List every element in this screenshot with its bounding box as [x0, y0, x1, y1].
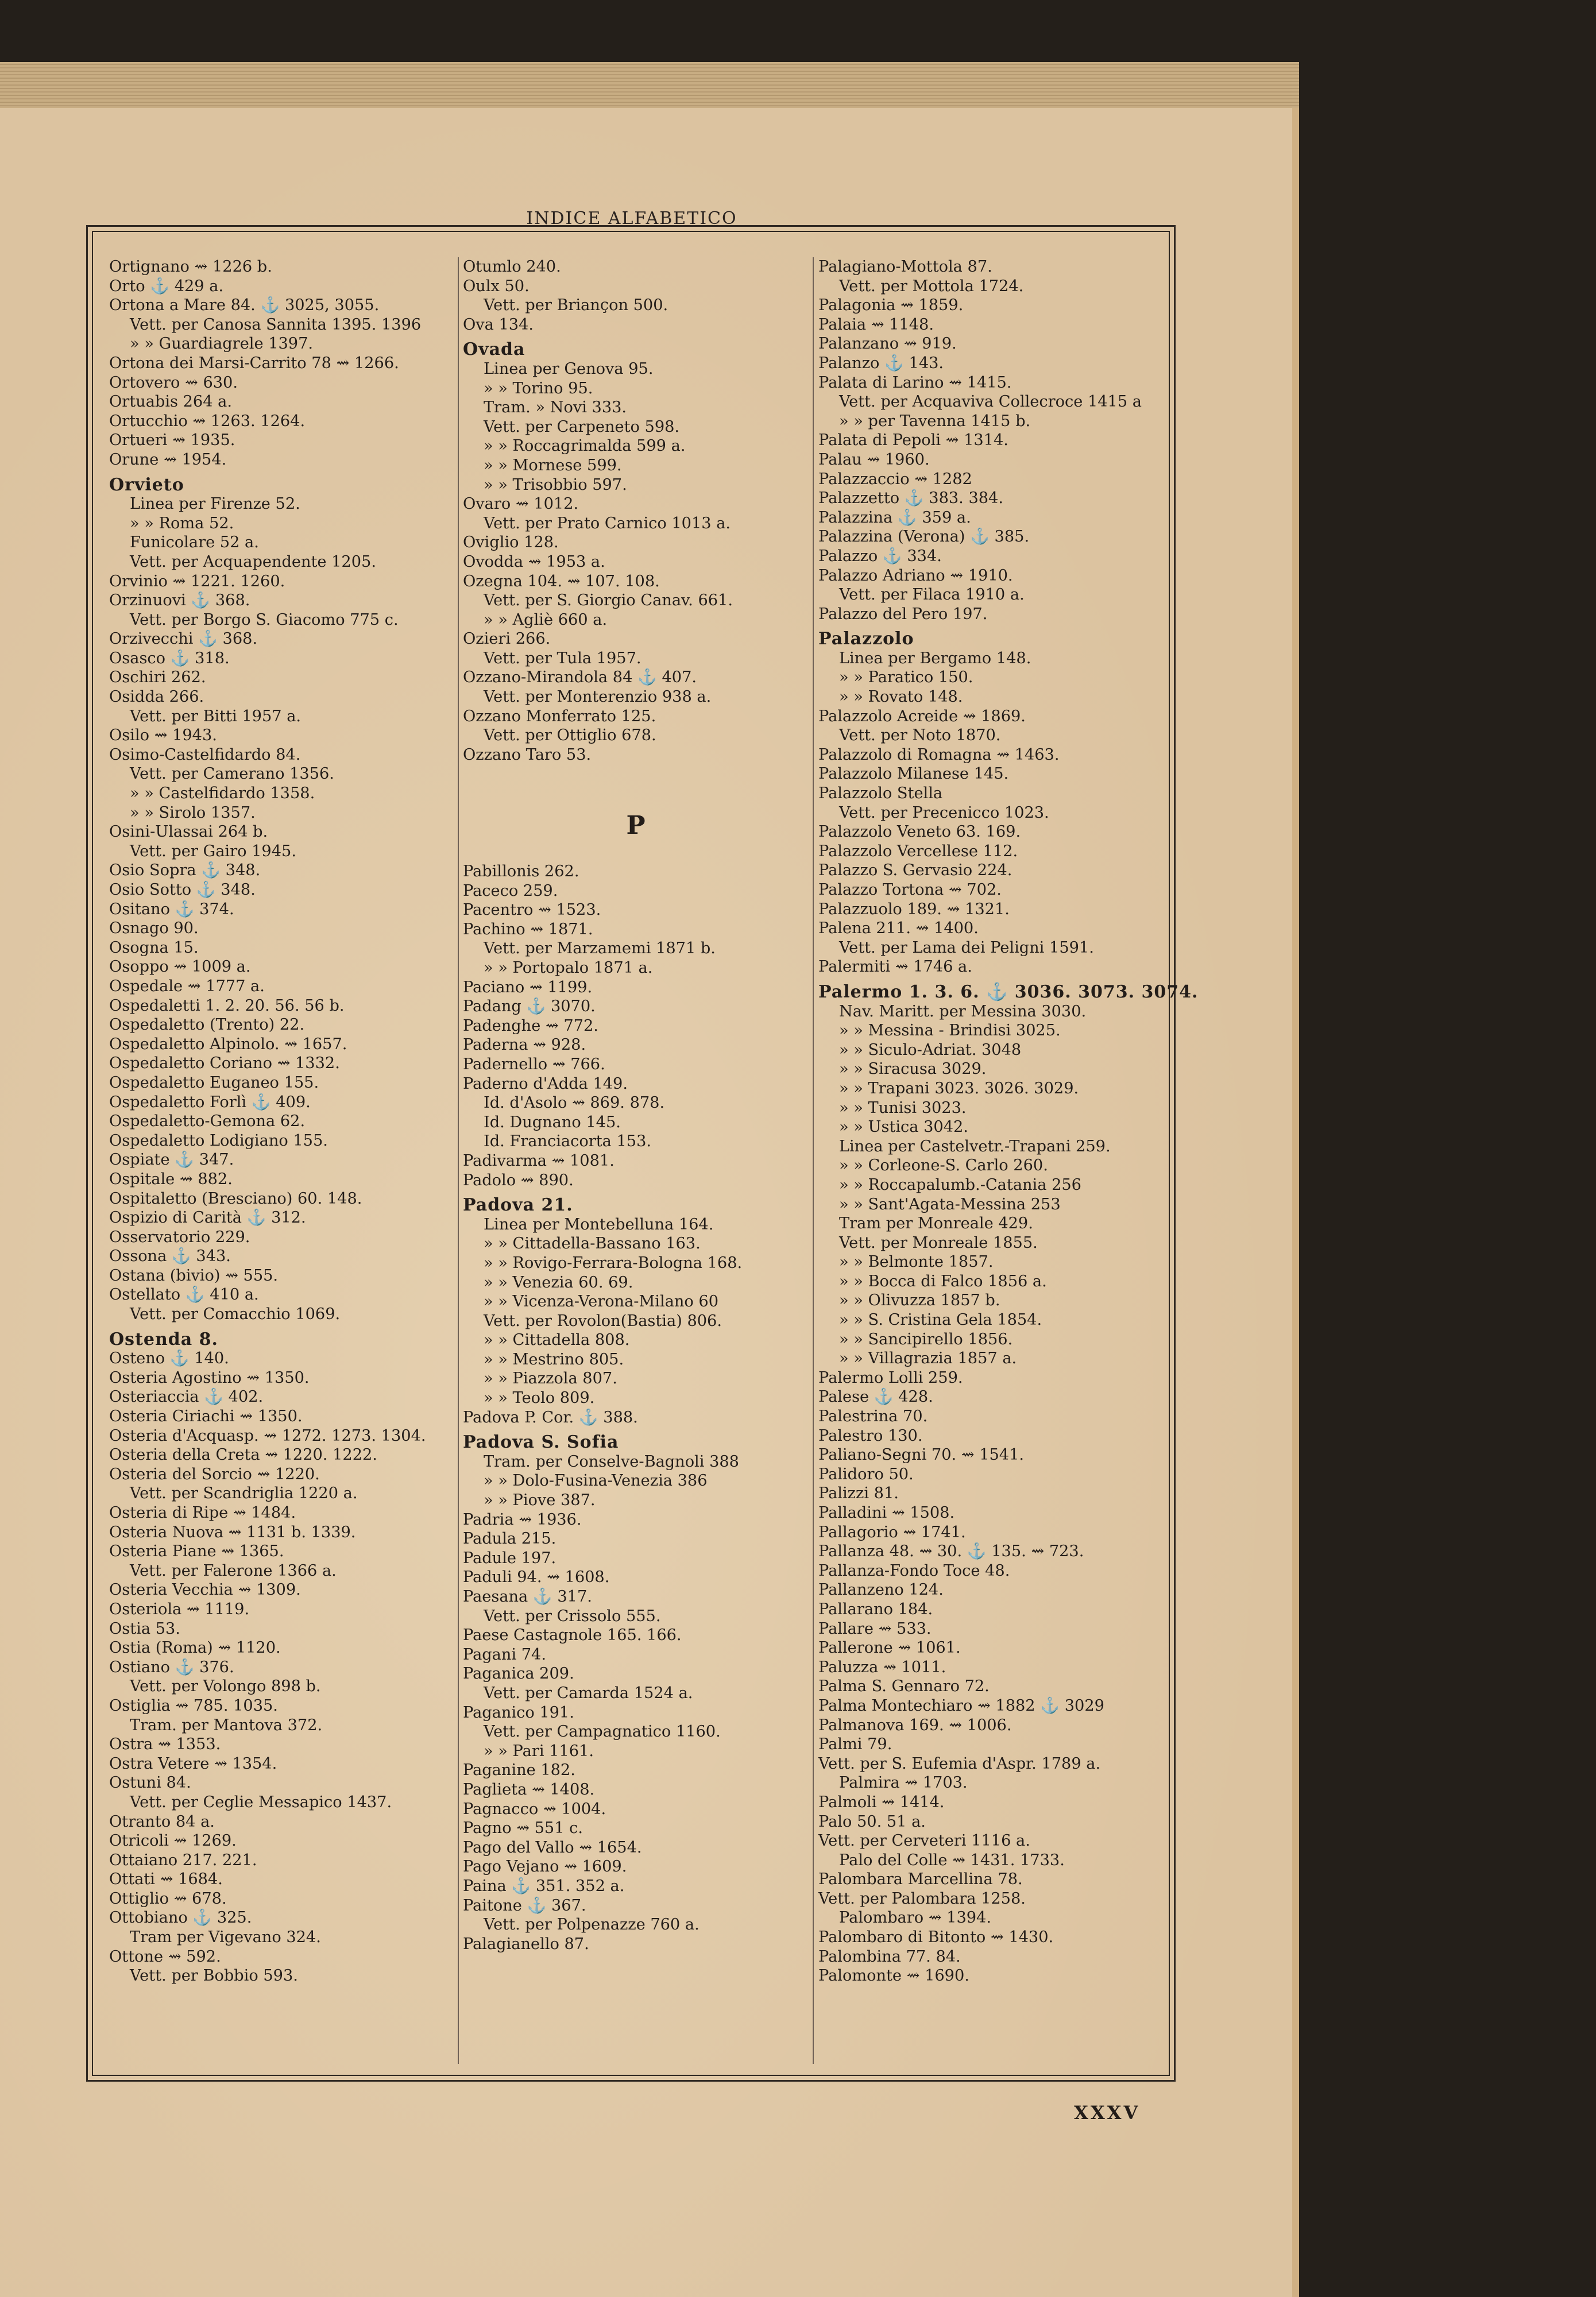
index-entry: Paliano-Segni 70. ⇝ 1541. [818, 1446, 1025, 1464]
index-entry: Orvinio ⇝ 1221. 1260. [109, 572, 285, 590]
index-entry: Palmi 79. [818, 1735, 892, 1754]
index-subentry: Palombaro ⇝ 1394. [839, 1909, 991, 1927]
index-entry: Palazzuolo 189. ⇝ 1321. [818, 900, 1010, 918]
index-entry: Pallarano 184. [818, 1600, 933, 1618]
index-entry: Paese Castagnole 165. 166. [463, 1626, 682, 1645]
index-entry: Palaia ⇝ 1148. [818, 315, 934, 334]
index-subentry: » » Mornese 599. [484, 456, 622, 474]
index-entry: Pallanza-Fondo Toce 48. [818, 1561, 1010, 1580]
index-entry: Otumlo 240. [463, 258, 561, 276]
index-entry: Ozieri 266. [463, 630, 551, 648]
index-entry: Osteno ⚓ 140. [109, 1349, 229, 1368]
index-entry: Ossona ⚓ 343. [109, 1247, 231, 1266]
index-entry: Ortona dei Marsi-Carrito 78 ⇝ 1266. [109, 354, 399, 372]
index-entry: Ospedaletto (Trento) 22. [109, 1016, 305, 1034]
index-subentry: » » Corleone-S. Carlo 260. [839, 1157, 1048, 1175]
index-entry: Pagnacco ⇝ 1004. [463, 1800, 606, 1818]
index-subentry: » » Paratico 150. [839, 668, 973, 687]
column-rule [458, 257, 459, 2064]
index-entry: Osteria della Creta ⇝ 1220. 1222. [109, 1446, 377, 1464]
index-entry: Palata di Larino ⇝ 1415. [818, 373, 1012, 392]
index-entry: Vett. per S. Eufemia d'Aspr. 1789 a. [818, 1754, 1101, 1773]
index-subentry: Linea per Firenze 52. [130, 495, 300, 513]
index-entry: Palestrina 70. [818, 1407, 928, 1426]
index-entry: Palidoro 50. [818, 1465, 914, 1483]
index-subentry: Vett. per Volongo 898 b. [130, 1677, 321, 1696]
index-entry: Otranto 84 a. [109, 1812, 215, 1831]
index-subentry: Palo del Colle ⇝ 1431. 1733. [839, 1851, 1065, 1869]
index-entry: Padang ⚓ 3070. [463, 997, 596, 1016]
index-entry: Ova 134. [463, 315, 534, 334]
index-entry: Ostra Vetere ⇝ 1354. [109, 1754, 277, 1773]
index-entry: Vett. per Cerveteri 1116 a. [818, 1832, 1030, 1850]
index-entry: Ostia (Roma) ⇝ 1120. [109, 1639, 281, 1657]
index-entry: Paganico 191. [463, 1703, 574, 1722]
index-subentry: Vett. per Ottiglio 678. [484, 726, 656, 745]
index-entry: Ospedale ⇝ 1777 a. [109, 977, 265, 995]
index-entry: Pacentro ⇝ 1523. [463, 901, 601, 919]
index-entry: Ottati ⇝ 1684. [109, 1870, 223, 1889]
index-subentry: Tram per Monreale 429. [839, 1215, 1033, 1233]
index-entry: Orune ⇝ 1954. [109, 450, 227, 469]
index-subentry: Vett. per Noto 1870. [839, 726, 1001, 745]
index-subentry: Linea per Genova 95. [484, 359, 654, 378]
index-entry: Ospedaletto Alpinolo. ⇝ 1657. [109, 1035, 347, 1053]
index-entry: Osteria Ciriachi ⇝ 1350. [109, 1407, 303, 1426]
index-entry: Pallare ⇝ 533. [818, 1619, 932, 1638]
index-entry: Pallanza 48. ⇝ 30. ⚓ 135. ⇝ 723. [818, 1542, 1084, 1561]
index-entry: Palagianello 87. [463, 1935, 589, 1953]
index-subentry: Vett. per Comacchio 1069. [130, 1305, 341, 1324]
index-entry: Paderna ⇝ 928. [463, 1036, 586, 1054]
index-entry: Pabillonis 262. [463, 863, 579, 881]
index-entry: Pago del Vallo ⇝ 1654. [463, 1838, 642, 1857]
index-column-3 [818, 257, 1199, 2066]
index-subentry: Tram. per Conselve-Bagnoli 388 [484, 1452, 739, 1471]
index-subentry: Vett. per Canosa Sannita 1395. 1396 [130, 315, 422, 334]
index-entry: Ospedaletto-Gemona 62. [109, 1112, 306, 1131]
index-subentry: » » Piove 387. [484, 1491, 596, 1510]
index-subentry: Funicolare 52 a. [130, 533, 259, 552]
section-letter: P [626, 811, 646, 841]
index-entry: Osteria Piane ⇝ 1365. [109, 1542, 284, 1561]
index-subentry: Vett. per Scandriglia 1220 a. [130, 1484, 358, 1503]
index-entry: Ozegna 104. ⇝ 107. 108. [463, 572, 660, 590]
index-subentry: Vett. per Crissolo 555. [484, 1607, 661, 1625]
index-entry: Osnago 90. [109, 919, 199, 938]
index-subentry: » » Teolo 809. [484, 1389, 595, 1407]
index-entry: Ortovero ⇝ 630. [109, 373, 238, 392]
index-entry: Palladini ⇝ 1508. [818, 1504, 955, 1522]
index-subentry: Nav. Maritt. per Messina 3030. [839, 1002, 1087, 1020]
index-entry: Osteria del Sorcio ⇝ 1220. [109, 1465, 320, 1483]
index-entry: Osidda 266. [109, 688, 204, 706]
index-subentry: » » Dolo-Fusina-Venezia 386 [484, 1472, 708, 1490]
index-column-1 [109, 257, 454, 2066]
index-entry: Ospedaletto Lodigiano 155. [109, 1131, 328, 1150]
index-entry: Paceco 259. [463, 881, 558, 900]
index-subentry: » » S. Cristina Gela 1854. [839, 1311, 1042, 1329]
index-heading: Orvieto [109, 474, 184, 495]
index-subentry: » » Siculo-Adriat. 3048 [839, 1041, 1022, 1059]
index-entry: Ostana (bivio) ⇝ 555. [109, 1266, 279, 1285]
index-subentry: » » Bocca di Falco 1856 a. [839, 1272, 1047, 1290]
index-entry: Ospedaletti 1. 2. 20. 56. 56 b. [109, 996, 345, 1015]
index-entry: Ospedaletto Coriano ⇝ 1332. [109, 1054, 340, 1073]
page-stack-edge [0, 62, 1299, 108]
index-entry: Palagiano-Mottola 87. [818, 258, 992, 276]
index-entry: Pagani 74. [463, 1645, 546, 1664]
index-entry: Osio Sopra ⚓ 348. [109, 861, 261, 880]
index-entry: Palena 211. ⇝ 1400. [818, 919, 979, 938]
index-entry: Ozzano-Mirandola 84 ⚓ 407. [463, 668, 697, 687]
index-entry: Palazzolo Acreide ⇝ 1869. [818, 707, 1026, 725]
index-entry: Paesana ⚓ 317. [463, 1588, 592, 1606]
index-subentry: » » Villagrazia 1857 a. [839, 1349, 1017, 1368]
index-entry: Paganica 209. [463, 1665, 574, 1683]
index-subentry: Linea per Castelvetr.-Trapani 259. [839, 1137, 1111, 1155]
index-entry: Padernello ⇝ 766. [463, 1055, 605, 1073]
index-entry: Ovaro ⇝ 1012. [463, 495, 579, 513]
index-entry: Ortuabis 264 a. [109, 393, 233, 411]
index-subentry: Vett. per S. Giorgio Canav. 661. [484, 591, 733, 610]
index-subentry: » » Trisobbio 597. [484, 475, 627, 494]
index-entry: Palombara Marcellina 78. [818, 1870, 1023, 1889]
index-entry: Palagonia ⇝ 1859. [818, 296, 964, 315]
index-entry: Pallagorio ⇝ 1741. [818, 1523, 966, 1541]
index-subentry: Vett. per Monterenzio 938 a. [484, 688, 712, 706]
index-entry: Osservatorio 229. [109, 1228, 250, 1246]
index-subentry: » » Siracusa 3029. [839, 1060, 987, 1078]
index-entry: Palazzina ⚓ 359 a. [818, 508, 971, 527]
running-head: INDICE ALFABETICO [526, 208, 737, 229]
index-entry: Palermo Lolli 259. [818, 1368, 963, 1387]
index-entry: Oschiri 262. [109, 668, 206, 687]
index-entry: Palazzo del Pero 197. [818, 605, 988, 623]
index-entry: Osteria Vecchia ⇝ 1309. [109, 1581, 301, 1599]
index-entry: Osteriola ⇝ 1119. [109, 1600, 250, 1618]
index-subentry: » » Mestrino 805. [484, 1350, 624, 1368]
index-entry: Pachino ⇝ 1871. [463, 920, 593, 938]
index-entry: Paciano ⇝ 1199. [463, 978, 593, 996]
index-entry: Palanzano ⇝ 919. [818, 335, 957, 353]
index-subentry: » » Agliè 660 a. [484, 610, 608, 629]
index-entry: Orzivecchi ⚓ 368. [109, 630, 258, 648]
index-entry: Osteria Nuova ⇝ 1131 b. 1339. [109, 1523, 356, 1541]
index-subentry: » » Sant'Agata-Messina 253 [839, 1195, 1061, 1213]
index-entry: Oviglio 128. [463, 533, 559, 552]
index-subentry: » » Ustica 3042. [839, 1118, 968, 1136]
index-entry: Pallerone ⇝ 1061. [818, 1639, 961, 1657]
index-entry: Ostuni 84. [109, 1774, 191, 1792]
index-subentry: » » Tunisi 3023. [839, 1099, 967, 1117]
index-entry: Palazzo Adriano ⇝ 1910. [818, 566, 1013, 585]
index-entry: Ospiate ⚓ 347. [109, 1151, 234, 1169]
index-entry: Padula 215. [463, 1530, 557, 1548]
index-subentry: » » Cittadella-Bassano 163. [484, 1235, 701, 1253]
index-entry: Paduli 94. ⇝ 1608. [463, 1568, 610, 1587]
index-entry: Osogna 15. [109, 938, 199, 957]
index-subentry: » » Piazzola 807. [484, 1370, 617, 1388]
index-entry: Palomonte ⇝ 1690. [818, 1967, 969, 1985]
index-entry: Palazzolo di Romagna ⇝ 1463. [818, 745, 1060, 764]
index-subentry: Vett. per Acquapendente 1205. [130, 552, 376, 571]
index-entry: Oulx 50. [463, 277, 530, 295]
index-entry: Palazzo S. Gervasio 224. [818, 861, 1013, 880]
index-entry: Ottobiano ⚓ 325. [109, 1909, 252, 1927]
index-entry: Otricoli ⇝ 1269. [109, 1832, 237, 1850]
index-entry: Paganine 182. [463, 1761, 575, 1780]
index-heading: Padova S. Sofia [463, 1432, 619, 1453]
index-entry: Palo 50. 51 a. [818, 1812, 926, 1831]
index-subentry: » » Belmonte 1857. [839, 1253, 994, 1271]
index-subentry: Vett. per Tula 1957. [484, 649, 642, 667]
index-entry: Ositano ⚓ 374. [109, 900, 234, 918]
page-number: XXXV [1074, 2102, 1141, 2124]
column-rule [813, 257, 814, 2064]
index-subentry: Vett. per Borgo S. Giacomo 775 c. [130, 610, 399, 629]
index-entry: Ospitale ⇝ 882. [109, 1170, 233, 1188]
index-entry: Palma Montechiaro ⇝ 1882 ⚓ 3029 [818, 1696, 1104, 1715]
index-subentry: » » Venezia 60. 69. [484, 1273, 633, 1291]
index-subentry: » » Trapani 3023. 3026. 3029. [839, 1079, 1079, 1097]
index-entry: Ospedaletto Euganeo 155. [109, 1073, 319, 1092]
index-entry: Padria ⇝ 1936. [463, 1510, 582, 1529]
index-entry: Ortona a Mare 84. ⚓ 3025, 3055. [109, 296, 380, 315]
index-subentry: Id. d'Asolo ⇝ 869. 878. [484, 1094, 665, 1112]
index-subentry: Vett. per Ceglie Messapico 1437. [130, 1793, 392, 1811]
index-entry: Ospedaletto Forlì ⚓ 409. [109, 1093, 311, 1111]
index-entry: Palazzolo Milanese 145. [818, 765, 1009, 783]
index-entry: Ortueri ⇝ 1935. [109, 431, 235, 450]
index-entry: Palmoli ⇝ 1414. [818, 1793, 945, 1811]
index-subentry: » » Sancipirello 1856. [839, 1330, 1013, 1348]
index-subentry: Id. Franciacorta 153. [484, 1132, 652, 1151]
index-subentry: Id. Dugnano 145. [484, 1113, 621, 1131]
index-entry: Palombina 77. 84. [818, 1947, 961, 1966]
index-heading: Padova 21. [463, 1195, 573, 1216]
index-entry: Ottiglio ⇝ 678. [109, 1889, 227, 1908]
index-subentry: » » Cittadella 808. [484, 1331, 630, 1349]
index-entry: Osasco ⚓ 318. [109, 649, 230, 667]
index-subentry: » » Rovigo-Ferrara-Bologna 168. [484, 1254, 743, 1272]
index-entry: Pallanzeno 124. [818, 1581, 944, 1599]
index-entry: Padule 197. [463, 1549, 557, 1567]
index-subentry: Palmira ⇝ 1703. [839, 1774, 968, 1792]
index-subentry: » » Torino 95. [484, 379, 593, 397]
index-subentry: » » Rovato 148. [839, 688, 963, 706]
index-entry: Ortignano ⇝ 1226 b. [109, 258, 272, 276]
index-entry: Paitone ⚓ 367. [463, 1896, 586, 1915]
index-entry: Palazzetto ⚓ 383. 384. [818, 489, 1003, 508]
index-entry: Ortucchio ⇝ 1263. 1264. [109, 412, 306, 430]
index-subentry: » » Roccagrimalda 599 a. [484, 437, 686, 455]
index-entry: Ottone ⇝ 592. [109, 1947, 221, 1966]
index-entry: Pagno ⇝ 551 c. [463, 1819, 583, 1838]
index-entry: Padova P. Cor. ⚓ 388. [463, 1408, 638, 1426]
index-subentry: Linea per Montebelluna 164. [484, 1215, 714, 1233]
index-entry: Palau ⇝ 1960. [818, 450, 930, 469]
index-subentry: Vett. per Monreale 1855. [839, 1233, 1038, 1252]
index-entry: Palma S. Gennaro 72. [818, 1677, 990, 1696]
index-entry: Palazzolo Vercellese 112. [818, 842, 1018, 860]
index-subentry: » » Pari 1161. [484, 1742, 594, 1760]
index-entry: Pago Vejano ⇝ 1609. [463, 1858, 627, 1876]
index-subentry: Tram per Vigevano 324. [130, 1928, 321, 1947]
index-entry: Palombaro di Bitonto ⇝ 1430. [818, 1928, 1054, 1947]
index-entry: Osteria di Ripe ⇝ 1484. [109, 1504, 296, 1522]
index-entry: Ostra ⇝ 1353. [109, 1735, 221, 1754]
index-subentry: Vett. per Bitti 1957 a. [130, 707, 302, 725]
index-entry: Ovodda ⇝ 1953 a. [463, 552, 605, 571]
index-entry: Paina ⚓ 351. 352 a. [463, 1877, 625, 1895]
index-entry: Palermiti ⇝ 1746 a. [818, 958, 972, 976]
index-subentry: Tram. per Mantova 372. [130, 1716, 323, 1734]
index-entry: Palazzina (Verona) ⚓ 385. [818, 528, 1030, 546]
index-heading: Palermo 1. 3. 6. ⚓ 3036. 3073. 3074. [818, 981, 1199, 1002]
index-subentry: Vett. per Lama dei Peligni 1591. [839, 938, 1094, 957]
index-entry: Paglieta ⇝ 1408. [463, 1780, 595, 1799]
index-entry: Palazzolo Veneto 63. 169. [818, 823, 1021, 841]
index-subentry: Vett. per Camerano 1356. [130, 765, 334, 783]
index-entry: Orzinuovi ⚓ 368. [109, 591, 250, 610]
index-entry: Osini-Ulassai 264 b. [109, 823, 268, 841]
index-entry: Ozzano Taro 53. [463, 745, 592, 764]
index-subentry: Vett. per Camarda 1524 a. [484, 1684, 693, 1702]
index-subentry: Vett. per Precenicco 1023. [839, 803, 1049, 822]
index-entry: Palazzaccio ⇝ 1282 [818, 470, 972, 488]
index-subentry: Linea per Bergamo 148. [839, 649, 1031, 667]
index-subentry: Vett. per Carpeneto 598. [484, 417, 680, 436]
index-subentry: Vett. per Marzamemi 1871 b. [484, 939, 716, 958]
index-subentry: » » Roccapalumb.-Catania 256 [839, 1175, 1081, 1194]
index-subentry: » » per Tavenna 1415 b. [839, 412, 1031, 430]
index-entry: Palata di Pepoli ⇝ 1314. [818, 431, 1008, 450]
index-entry: Ozzano Monferrato 125. [463, 707, 656, 725]
index-subentry: Tram. » Novi 333. [484, 399, 627, 417]
index-entry: Osoppo ⇝ 1009 a. [109, 958, 251, 976]
index-entry: Paderno d'Adda 149. [463, 1074, 628, 1093]
index-entry: Vett. per Palombara 1258. [818, 1889, 1026, 1908]
index-entry: Palese ⚓ 428. [818, 1388, 933, 1406]
index-entry: Osio Sotto ⚓ 348. [109, 881, 256, 899]
index-entry: Paluzza ⇝ 1011. [818, 1658, 946, 1676]
index-entry: Palmanova 169. ⇝ 1006. [818, 1716, 1012, 1734]
index-subentry: Vett. per Acquaviva Collecroce 1415 a [839, 393, 1142, 411]
index-subentry: » » Messina - Brindisi 3025. [839, 1022, 1061, 1040]
index-subentry: » » Roma 52. [130, 514, 234, 532]
index-entry: Padenghe ⇝ 772. [463, 1016, 598, 1035]
index-entry: Palazzolo Stella [818, 784, 943, 803]
index-subentry: » » Olivuzza 1857 b. [839, 1291, 1000, 1310]
index-subentry: Vett. per Bobbio 593. [130, 1967, 298, 1985]
index-entry: Palanzo ⚓ 143. [818, 354, 944, 372]
index-entry: Palestro 130. [818, 1426, 923, 1445]
index-subentry: Vett. per Rovolon(Bastia) 806. [484, 1312, 722, 1330]
index-entry: Ostiano ⚓ 376. [109, 1658, 234, 1676]
index-entry: Ostellato ⚓ 410 a. [109, 1286, 259, 1304]
index-subentry: Vett. per Mottola 1724. [839, 277, 1024, 295]
index-subentry: » » Guardiagrele 1397. [130, 335, 314, 353]
index-entry: Padivarma ⇝ 1081. [463, 1151, 615, 1170]
index-subentry: » » Castelfidardo 1358. [130, 784, 315, 803]
index-subentry: Vett. per Gairo 1945. [130, 842, 296, 860]
index-entry: Osilo ⇝ 1943. [109, 726, 217, 745]
index-heading: Palazzolo [818, 629, 914, 649]
index-entry: Orto ⚓ 429 a. [109, 277, 224, 295]
index-entry: Padolo ⇝ 890. [463, 1171, 574, 1189]
index-column-2 [463, 257, 809, 2066]
index-entry: Palazzo Tortona ⇝ 702. [818, 881, 1002, 899]
index-entry: Ospizio di Carità ⚓ 312. [109, 1209, 306, 1227]
index-subentry: Vett. per Campagnatico 1160. [484, 1723, 721, 1741]
index-subentry: Vett. per Falerone 1366 a. [130, 1561, 337, 1580]
index-subentry: » » Sirolo 1357. [130, 803, 256, 822]
index-heading: Ovada [463, 339, 525, 360]
index-subentry: Vett. per Polpenazze 760 a. [484, 1916, 700, 1934]
index-subentry: » » Portopalo 1871 a. [484, 959, 653, 977]
index-entry: Ostiglia ⇝ 785. 1035. [109, 1696, 278, 1715]
index-subentry: » » Vicenza-Verona-Milano 60 [484, 1293, 719, 1311]
index-entry: Palazzo ⚓ 334. [818, 547, 942, 565]
index-entry: Osteria Agostino ⇝ 1350. [109, 1368, 310, 1387]
index-entry: Palizzi 81. [818, 1484, 899, 1503]
index-heading: Ostenda 8. [109, 1329, 218, 1349]
index-entry: Osimo-Castelfidardo 84. [109, 745, 301, 764]
index-entry: Osteriaccia ⚓ 402. [109, 1388, 264, 1406]
index-entry: Ostia 53. [109, 1619, 180, 1638]
index-subentry: Vett. per Prato Carnico 1013 a. [484, 514, 731, 532]
index-entry: Ottaiano 217. 221. [109, 1851, 257, 1869]
index-entry: Osteria d'Acquasp. ⇝ 1272. 1273. 1304. [109, 1426, 426, 1445]
index-subentry: Vett. per Briançon 500. [484, 296, 668, 315]
index-subentry: Vett. per Filaca 1910 a. [839, 586, 1025, 604]
index-entry: Ospitaletto (Bresciano) 60. 148. [109, 1189, 362, 1208]
